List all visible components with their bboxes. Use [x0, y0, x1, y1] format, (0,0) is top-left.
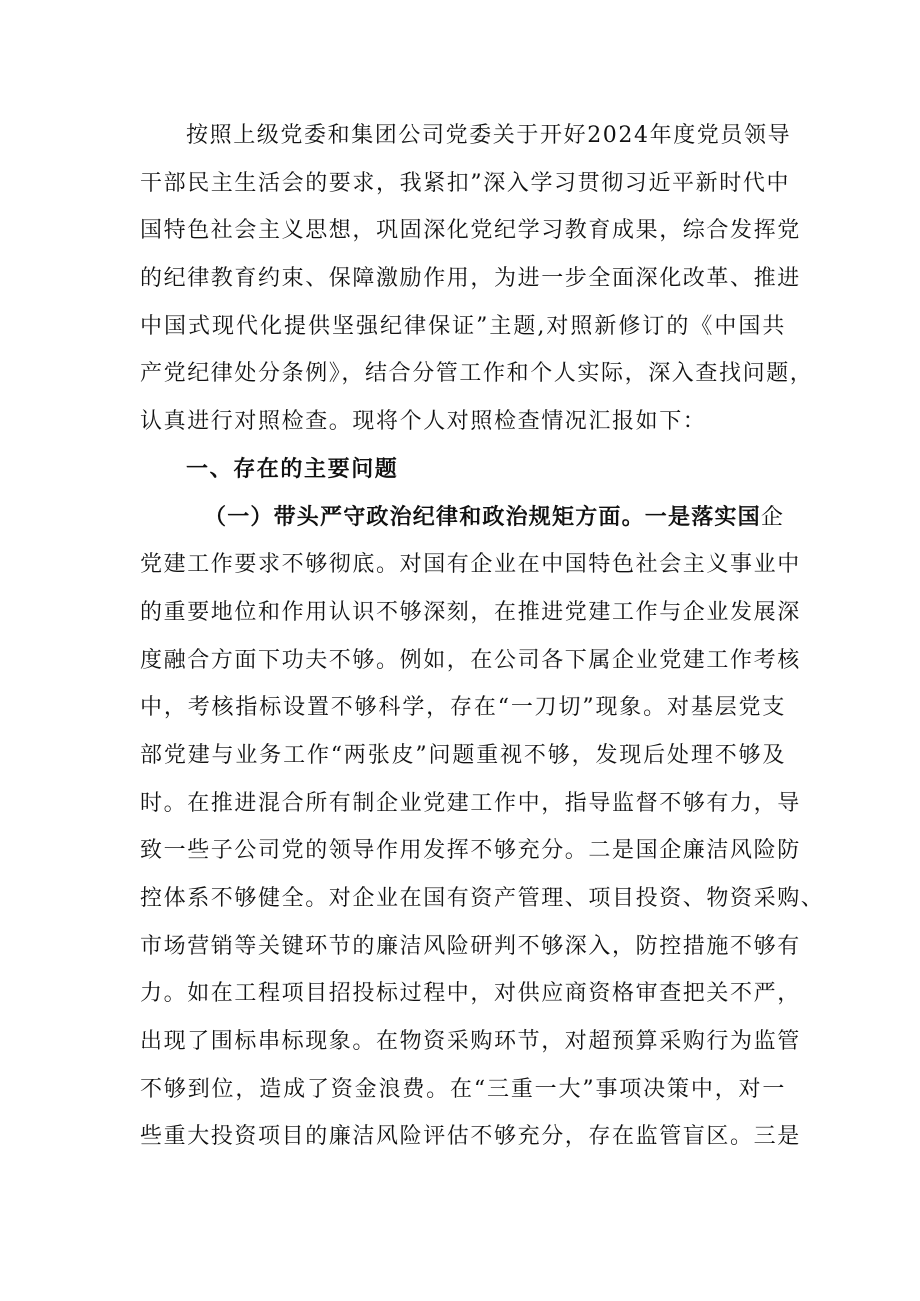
- body-line: 不够到位，造成了资金浪费。在“三重一大”事项决策中，对一: [140, 1076, 786, 1102]
- sub-heading-line: [140, 494, 786, 542]
- sub-heading-bold: （一）带头严守政治纪律和政治规矩方面。一是落实国: [204, 503, 761, 530]
- intro-line: 中国式现代化提供坚强纪律保证”主题,对照新修订的《中国共: [140, 313, 786, 339]
- intro-line: 的纪律教育约束、保障激励作用，为进一步全面深化改革、推进: [140, 266, 801, 292]
- body-line: 致一些子公司党的领导作用发挥不够充分。二是国企廉洁风险防: [140, 838, 801, 864]
- body-line: 的重要地位和作用认识不够深刻，在推进党建工作与企业发展深: [140, 599, 801, 625]
- body-line: 控体系不够健全。对企业在国有资产管理、项目投资、物资采购、: [140, 886, 825, 911]
- intro-line: 认真进行对照检查。现将个人对照检查情况汇报如下：: [140, 409, 707, 435]
- intro-line: 按照上级党委和集团公司党委关于开好2024年度党员领导: [186, 123, 792, 148]
- intro-line: 干部民主生活会的要求，我紧扣”深入学习贯彻习近平新时代中: [140, 170, 791, 196]
- body-line: 些重大投资项目的廉洁风险评估不够充分，存在监管盲区。三是: [140, 1124, 801, 1150]
- body-line: 度融合方面下功夫不够。例如，在公司各下属企业党建工作考核: [140, 647, 801, 673]
- section-heading: 一、存在的主要问题: [186, 455, 399, 482]
- body-line: 党建工作要求不够彻底。对国有企业在中国特色社会主义事业中: [140, 552, 801, 578]
- body-line: 时。在推进混合所有制企业党建工作中，指导监督不够有力，导: [140, 790, 801, 816]
- intro-line: 国特色社会主义思想，巩固深化党纪学习教育成果，综合发挥党: [140, 218, 801, 244]
- body-line: 部党建与业务工作“两张皮”问题重视不够，发现后处理不够及: [140, 742, 786, 768]
- sub-heading-rest: 企: [760, 504, 785, 530]
- intro-line: 产党纪律处分条例》，结合分管工作和个人实际，深入查找问题，: [140, 361, 814, 387]
- body-line: 出现了围标串标现象。在物资采购环节，对超预算采购行为监管: [140, 1029, 801, 1055]
- body-line: 市场营销等关键环节的廉洁风险研判不够深入，防控措施不够有: [140, 933, 801, 959]
- body-line: 力。如在工程项目招投标过程中，对供应商资格审查把关不严，: [140, 981, 801, 1007]
- document-body: [140, 112, 825, 1161]
- body-line: 中，考核指标设置不够科学，存在“一刀切”现象。对基层党支: [140, 695, 786, 721]
